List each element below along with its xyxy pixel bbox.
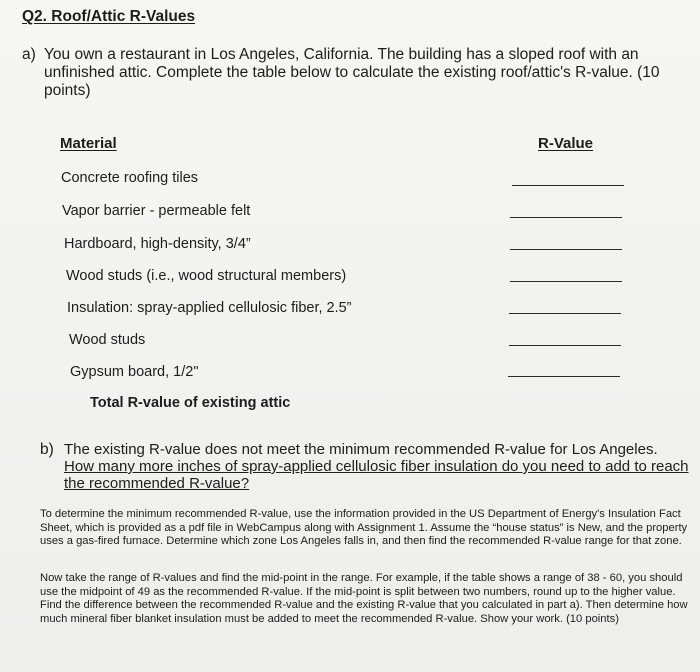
part-a-text: You own a restaurant in Los Angeles, California. The building has a sloped roof with an unfinished attic. Complete the table below to calculate the existing roof/attic's R-value. (10 points) [44, 46, 660, 99]
material-row-2: Vapor barrier - permeable felt [62, 203, 251, 219]
rvalue-blank-2[interactable] [510, 217, 622, 218]
material-row-7: Gypsum board, 1/2" [70, 364, 199, 380]
rvalue-column-header: R-Value [538, 135, 594, 152]
material-row-4: Wood studs (i.e., wood structural members) [66, 268, 347, 284]
rvalue-blank-7[interactable] [508, 376, 620, 377]
material-row-1: Concrete roofing tiles [61, 170, 199, 186]
rvalue-blank-5[interactable] [509, 313, 621, 314]
part-b-question: How many more inches of spray-applied cellulosic fiber insulation do you need to add to reach the recommended R-value? [64, 458, 689, 492]
part-a-label: a) [22, 46, 36, 63]
rvalue-blank-6[interactable] [509, 345, 621, 346]
material-row-5: Insulation: spray-applied cellulosic fiber, 2.5” [67, 300, 352, 316]
rvalue-blank-4[interactable] [510, 281, 622, 282]
material-column-header: Material [60, 135, 117, 152]
total-rvalue-label: Total R-value of existing attic [90, 395, 291, 411]
rvalue-blank-1[interactable] [512, 185, 624, 186]
instruction-paragraph-2: Now take the range of R-values and find the mid-point in the range. For example, if the table shows a range of 38 - 60, you should use the midpoint of 49 as the recommended R-value. If the mid-point is split between two numbers, round up to the higher value. Find the difference between the recommended R-value and the existing R-value that you calculated in part a). Then determine how much mineral fiber blanket insulation must be added to meet the recommended R-value. Show your work. (10 points) [40, 572, 688, 625]
part-b-text-plain: The existing R-value does not meet the minimum recommended R-value for Los Angeles. [64, 441, 658, 458]
instruction-paragraph-1: To determine the minimum recommended R-value, use the information provided in the US Department of Energy's Insulation Fact Sheet, which is provided as a pdf file in WebCampus along with Assignment 1. Assume the “house status” is New, and the property uses a gas-fired furnace. Determine which zone Los Angeles falls in, and then find the recommended R-value range for that zone. [40, 508, 688, 548]
part-b-text [64, 441, 689, 492]
rvalue-blank-3[interactable] [510, 249, 622, 250]
material-row-3: Hardboard, high-density, 3/4” [64, 236, 251, 252]
question-heading: Q2. Roof/Attic R-Values [22, 8, 196, 25]
material-row-6: Wood studs [69, 332, 146, 348]
part-b-label: b) [40, 441, 54, 458]
